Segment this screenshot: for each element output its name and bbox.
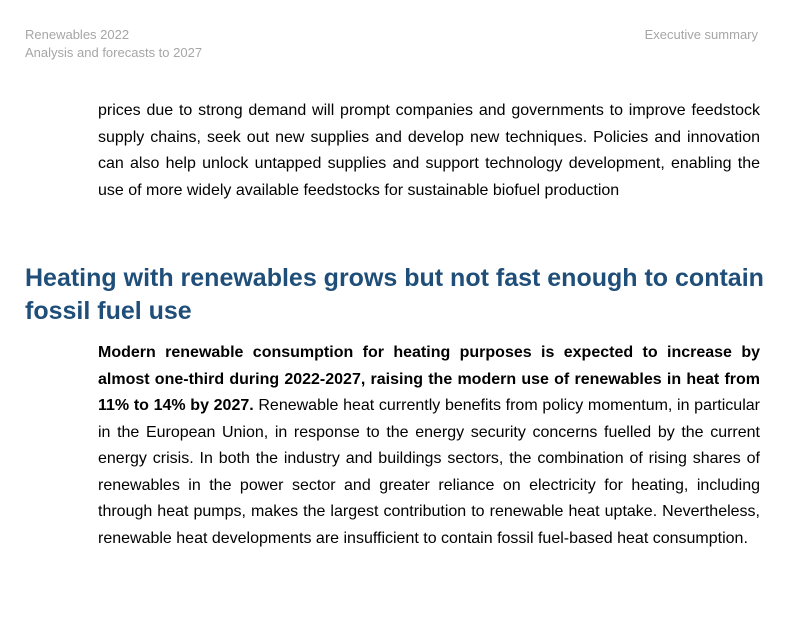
section-heading: Heating with renewables grows but not fast enough to contain fossil fuel use: [25, 264, 764, 325]
continuation-paragraph: prices due to strong demand will prompt companies and governments to improve feedstock supply chains, seek out new supplies and develop new techniques. Policies and innovation can also help unlock untapped supplies and support technology development, enabling the use of more widely available feedstocks for sustainable biofuel production: [98, 102, 760, 199]
report-title: Renewables 2022: [25, 27, 130, 42]
body-paragraph: [98, 340, 760, 552]
section-label: Executive summary: [644, 27, 758, 42]
lead-sentence-rest: Renewable heat currently benefits from policy momentum, in particular in the European Union, in response to the energy security concerns fuelled by the current energy crisis. In both the industry and buildings sectors, the combination of rising shares of renewables in the power sector and greater reliance on electricity for heating, including through heat pumps, makes the largest contribution to renewable heat uptake. Nevertheless, renewable heat developments are insufficient to contain fossil fuel-based heat consumption.: [98, 397, 760, 547]
report-subtitle: Analysis and forecasts to 2027: [25, 45, 203, 60]
running-header: [25, 26, 202, 62]
lead-sentence-bold: Modern renewable consumption for heating purposes is expected to increase by almost one-third during 2022-2027, raising the modern use of renewables in heat from 11% to 14% by 2027.: [98, 344, 760, 414]
